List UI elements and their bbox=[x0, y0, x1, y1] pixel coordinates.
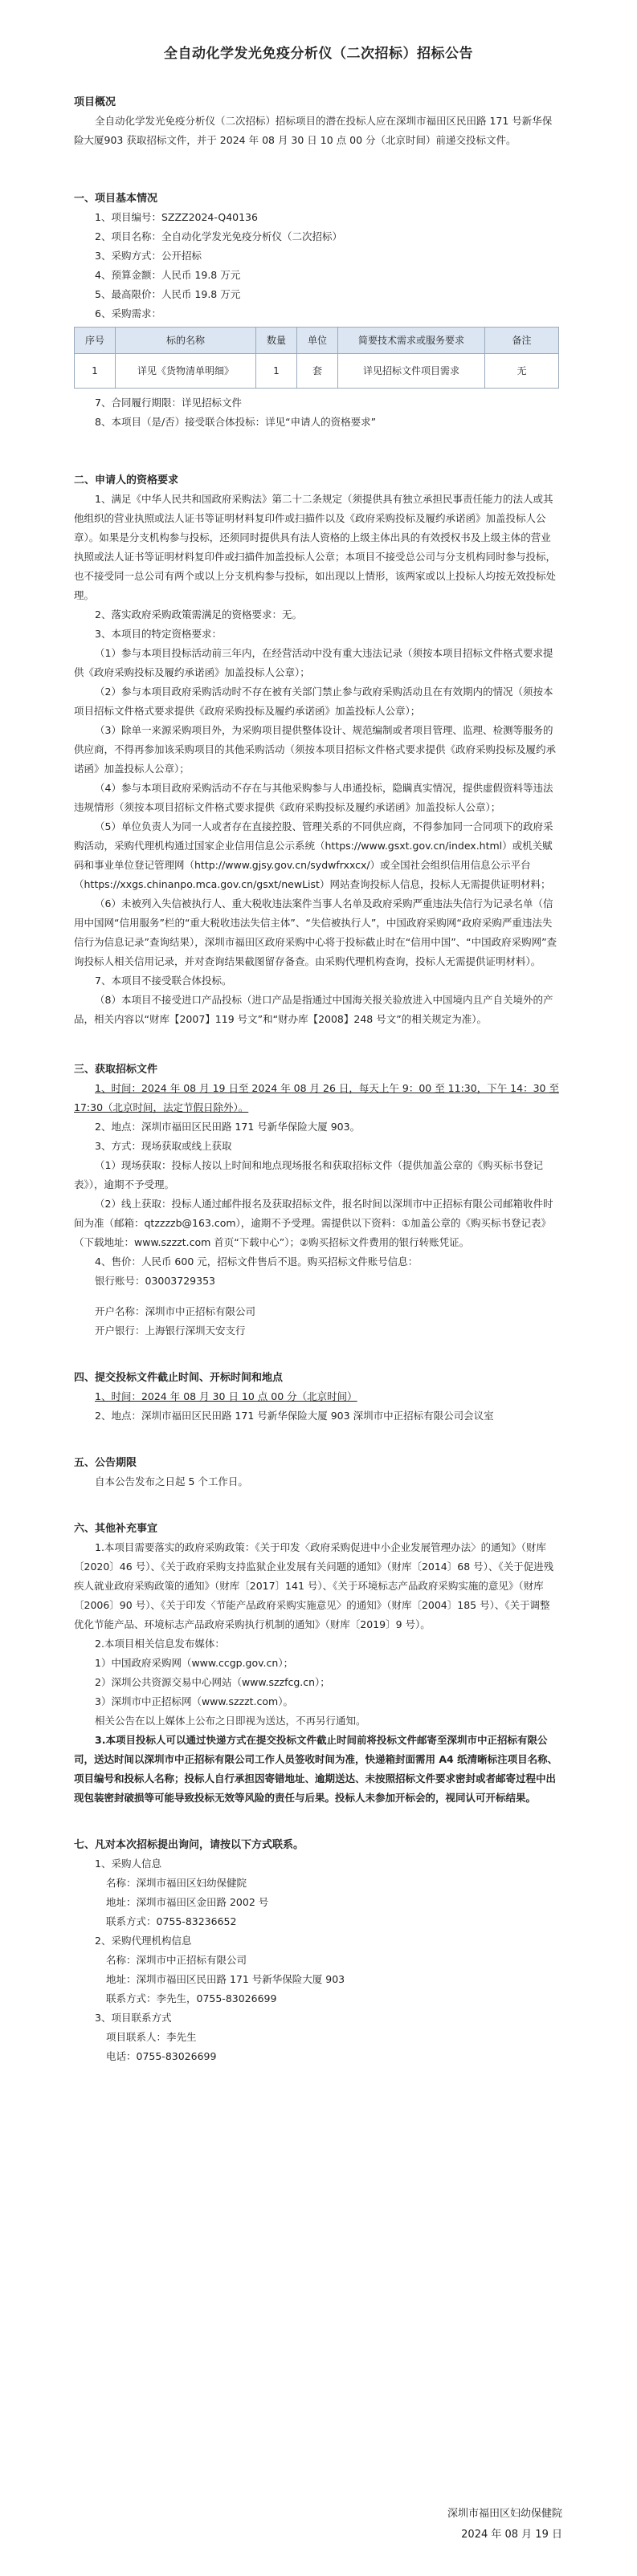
qualification-para: （2）参与本项目政府采购活动时不存在被有关部门禁止参与政府采购活动且在有效期内的情况（须按本项目招标文件格式要求提供《政府采购投标及履约承诺函》加盖投标人公章）； bbox=[74, 686, 553, 717]
bank-account: 银行账号：03003729353 bbox=[95, 1275, 215, 1287]
qualification-para: 1、满足《中华人民共和国政府采购法》第二十二条规定（须提供具有独立承担民事责任能力的法人或其他组织的营业执照或法人证书等证明材料复印件或扫描件以及《政府采购投标及履约承诺函》加盖投标人公章）。如果是分支机构参与投标，还须同时提供具有法人资格的上级主体出具的有效授权书及上级主体的营业执照或法人证书等证明材料复印件或扫描件加盖投标人公章；本项目不接受总公司与分支机构同时参与投标，也不接受同一总公司有两个或以上分支机构参与投标，如出现以上情形，该两家或以上投标人均按无效投标处理。 bbox=[74, 493, 557, 601]
qualification-para: （4）参与本项目政府采购活动不存在与其他采购参与人串通投标，隐瞒真实情况，提供虚假资料等违法违规情形（须按本项目招标文件格式要求提供《政府采购投标及履约承诺函》加盖投标人公章）； bbox=[74, 782, 553, 813]
agency-phone: 联系方式：李先生，0755-83026699 bbox=[106, 1992, 277, 2004]
media-item: 2）深圳公共资源交易中心网站（www.szzfcg.cn）； bbox=[95, 1676, 330, 1688]
opening-place: 2、地点：深圳市福田区民田路 171 号新华保险大厦 903 深圳市中正招标有限公司会议室 bbox=[95, 1410, 494, 1422]
max-price: 5、最高限价：人民币 19.8 万元 bbox=[95, 288, 241, 300]
col-header: 数量 bbox=[256, 328, 297, 354]
agency-address: 地址：深圳市福田区民田路 171 号新华保险大厦 903 bbox=[106, 1973, 345, 1985]
section-1-heading: 一、项目基本情况 bbox=[74, 193, 158, 205]
notice-period-text: 自本公告发布之日起 5 个工作日。 bbox=[95, 1475, 248, 1487]
courier-note: 3.本项目投标人可以通过快递方式在提交投标文件截止时间前将投标文件邮寄至深圳市中正招标有限公司，送达时间以深圳市中正招标有限公司工作人员签收时间为准，快递箱封面需用 A4 纸清晰标注项目名称、项目编号和投标人名称；投标人自行承担因寄错地址、逾期送达、未按照招标文件要求密封或者邮寄过程中出现包装密封破损等可能导致投标无效等风险的责任与后果。投标人未参加开标会的，视同认可开标结果。 bbox=[74, 1734, 558, 1804]
contract-period: 7、合同履行期限：详见招标文件 bbox=[95, 397, 242, 409]
qualification-para: （1）参与本项目投标活动前三年内，在经营活动中没有重大违法记录（须按本项目招标文件格式要求提供《政府采购投标及履约承诺函》加盖投标人公章）； bbox=[74, 647, 553, 678]
section-3-heading: 三、获取招标文件 bbox=[74, 1064, 158, 1076]
table-cell: 1 bbox=[256, 354, 297, 389]
table-row bbox=[75, 354, 559, 389]
section-4-heading: 四、提交投标文件截止时间、开标时间和地点 bbox=[74, 1372, 284, 1384]
obtain-method: 3、方式：现场获取或线上获取 bbox=[95, 1140, 232, 1152]
online-method: （2）线上获取：投标人通过邮件报名及获取招标文件，报名时间以深圳市中正招标有限公司邮箱收件时间为准（邮箱：qtzzzzb@163.com），逾期不予受理。需提供以下资料：①加盖公章的《购买标书登记表》（下载地址：www.szzzt.com 首页“下载中心”）；②购买招标文件费用的银行转账凭证。 bbox=[74, 1198, 553, 1248]
section-deadline bbox=[74, 1369, 559, 1426]
qualification-para: （3）除单一来源采购项目外，为采购项目提供整体设计、规范编制或者项目管理、监理、检测等服务的供应商，不得再参加该采购项目的其他采购活动（须按本项目招标文件格式要求提供《政府采购投标及履约承诺函》加盖投标人公章）； bbox=[74, 724, 557, 775]
section-qualifications bbox=[74, 472, 559, 1029]
col-header: 标的名称 bbox=[116, 328, 256, 354]
contact-person: 项目联系人：李先生 bbox=[106, 2031, 197, 2043]
section-other-matters bbox=[74, 1520, 559, 1808]
onsite-method: （1）现场获取：投标人按以上时间和地点现场报名和获取招标文件（提供加盖公章的《购买标书登记表》），逾期不予受理。 bbox=[74, 1159, 543, 1190]
table-cell: 详见招标文件项目需求 bbox=[338, 354, 485, 389]
obtain-place: 2、地点：深圳市福田区民田路 171 号新华保险大厦 903。 bbox=[95, 1121, 361, 1133]
table-header-row bbox=[75, 328, 559, 354]
purchaser-name: 名称：深圳市福田区妇幼保健院 bbox=[106, 1877, 247, 1889]
purchaser-phone: 联系方式：0755-83236652 bbox=[106, 1915, 237, 1927]
obtain-time: 1、时间：2024 年 08 月 19 日至 2024 年 08 月 26 日，每天上午 9：00 至 11:30，下午 14：30 至 17:30（北京时间，法定节假日除外）。 bbox=[74, 1082, 559, 1113]
table-cell: 套 bbox=[297, 354, 338, 389]
purchaser-address: 地址：深圳市福田区金田路 2002 号 bbox=[106, 1896, 269, 1908]
table-cell: 1 bbox=[75, 354, 116, 389]
policy-text: 1.本项目需要落实的政府采购政策：《关于印发〈政府采购促进中小企业发展管理办法〉的通知》（财库〔2020〕46 号）、《关于政府采购支持监狱企业发展有关问题的通知》（财库〔2014〕68 号）、《关于促进残疾人就业政府采购政策的通知》（财库〔2017〕141 号）、《关于环境标志产品政府采购实施的意见》（财库〔2006〕90 号）、《关于印发〈节能产品政府采购实施意见〉的通知》（财库〔2004〕185 号）、《关于调整优化节能产品、环境标志产品政府采购执行机制的通知》（财库〔2019〕9 号）。 bbox=[74, 1541, 554, 1630]
qualification-para: 7、本项目不接受联合体投标。 bbox=[95, 975, 232, 987]
col-header: 序号 bbox=[75, 328, 116, 354]
section-6-heading: 六、其他补充事宜 bbox=[74, 1523, 158, 1535]
agency-title: 2、采购代理机构信息 bbox=[95, 1935, 192, 1947]
section-obtain-documents bbox=[74, 1061, 559, 1341]
contact-title: 3、项目联系方式 bbox=[95, 2012, 172, 2024]
requirements-table bbox=[74, 327, 559, 389]
signature-date: 2024 年 08 月 19 日 bbox=[461, 2529, 562, 2541]
qualification-para: 2、落实政府采购政策需满足的资格要求：无。 bbox=[95, 608, 302, 621]
project-number: 1、项目编号：SZZZ2024-Q40136 bbox=[95, 211, 258, 223]
signature-org: 深圳市福田区妇幼保健院 bbox=[447, 2508, 562, 2520]
table-cell: 详见《货物清单明细》 bbox=[116, 354, 256, 389]
section-contacts bbox=[74, 1837, 559, 2066]
overview-heading: 项目概况 bbox=[74, 96, 116, 108]
qualification-para: （5）单位负责人为同一人或者存在直接控股、管理关系的不同供应商，不得参加同一合同项下的政府采购活动，采购代理机构通过国家企业信用信息公示系统（https://www.gsxt.gov.cn/index.html）或机关赋码和事业单位登记管理网（http://www.gjsy.gov.cn/sydwfrxxcx/）或全国社会组织信用信息公示平台（https://xxgs.chinanpo.mca.gov.cn/gsxt/newList）网站查询投标人信息，投标人无需提供证明材料； bbox=[74, 820, 553, 890]
section-2-heading: 二、申请人的资格要求 bbox=[74, 474, 179, 486]
section-5-heading: 五、公告期限 bbox=[74, 1457, 137, 1469]
budget: 4、预算金额：人民币 19.8 万元 bbox=[95, 269, 241, 281]
deadline-time: 1、时间：2024 年 08 月 30 日 10 点 00 分（北京时间） bbox=[95, 1390, 357, 1402]
account-name: 开户名称：深圳市中正招标有限公司 bbox=[95, 1305, 256, 1317]
col-header: 简要技术需求或服务要求 bbox=[338, 328, 485, 354]
consortium-note: 8、本项目（是/否）接受联合体投标：详见“申请人的资格要求” bbox=[95, 416, 377, 428]
section-notice-period bbox=[74, 1455, 559, 1491]
qualification-para: （8）本项目不接受进口产品投标（进口产品是指通过中国海关报关验放进入中国境内且产自关境外的产品，相关内容以“财库【2007】119 号文”和“财办库【2008】248 号文”的相关规定为准）。 bbox=[74, 994, 553, 1025]
media-item: 1）中国政府采购网（www.ccgp.gov.cn）； bbox=[95, 1657, 294, 1669]
requirements-label: 6、采购需求： bbox=[95, 307, 161, 319]
overview-section bbox=[74, 94, 559, 150]
media-item: 3）深圳市中正招标网（www.szzzt.com）。 bbox=[95, 1695, 293, 1707]
media-label: 2.本项目相关信息发布媒体： bbox=[95, 1638, 225, 1650]
qualification-para: （6）未被列入失信被执行人、重大税收违法案件当事人名单及政府采购严重违法失信行为记录名单（信用中国网“信用服务”栏的“重大税收违法失信主体”、“失信被执行人”，中国政府采购网“政府采购严重违法失信行为信息记录”查询结果），深圳市福田区政府采购中心将于投标截止时在“信用中国”、“中国政府采购网”查询投标人相关信用记录，并对查询结果截图留存备查。由采购代理机构查询，投标人无需提供证明材料）。 bbox=[74, 897, 557, 967]
section-7-heading: 七、凡对本次招标提出询问，请按以下方式联系。 bbox=[74, 1839, 304, 1851]
section-basic-info bbox=[74, 190, 559, 432]
agency-name: 名称：深圳市中正招标有限公司 bbox=[106, 1954, 247, 1966]
page-title: 全自动化学发光免疫分析仪（二次招标）招标公告 bbox=[164, 46, 473, 62]
document-price: 4、售价：人民币 600 元，招标文件售后不退。购买招标文件账号信息： bbox=[95, 1255, 419, 1268]
project-name: 2、项目名称：全自动化学发光免疫分析仪（二次招标） bbox=[95, 230, 342, 242]
purchaser-title: 1、采购人信息 bbox=[95, 1858, 161, 1870]
qualification-para: 3、本项目的特定资格要求： bbox=[95, 628, 222, 640]
table-cell: 无 bbox=[485, 354, 559, 389]
media-note: 相关公告在以上媒体上公布之日即视为送达，不再另行通知。 bbox=[95, 1715, 366, 1727]
overview-text: 全自动化学发光免疫分析仪（二次招标）招标项目的潜在投标人应在深圳市福田区民田路 171 号新华保险大厦903 获取招标文件，并于 2024 年 08 月 30 日 10 点 00 分（北京时间）前递交投标文件。 bbox=[74, 115, 553, 146]
procurement-method: 3、采购方式：公开招标 bbox=[95, 250, 202, 262]
contact-phone: 电话：0755-83026699 bbox=[106, 2050, 217, 2062]
col-header: 单位 bbox=[297, 328, 338, 354]
bank-name: 开户银行：上海银行深圳天安支行 bbox=[95, 1325, 246, 1337]
col-header: 备注 bbox=[485, 328, 559, 354]
